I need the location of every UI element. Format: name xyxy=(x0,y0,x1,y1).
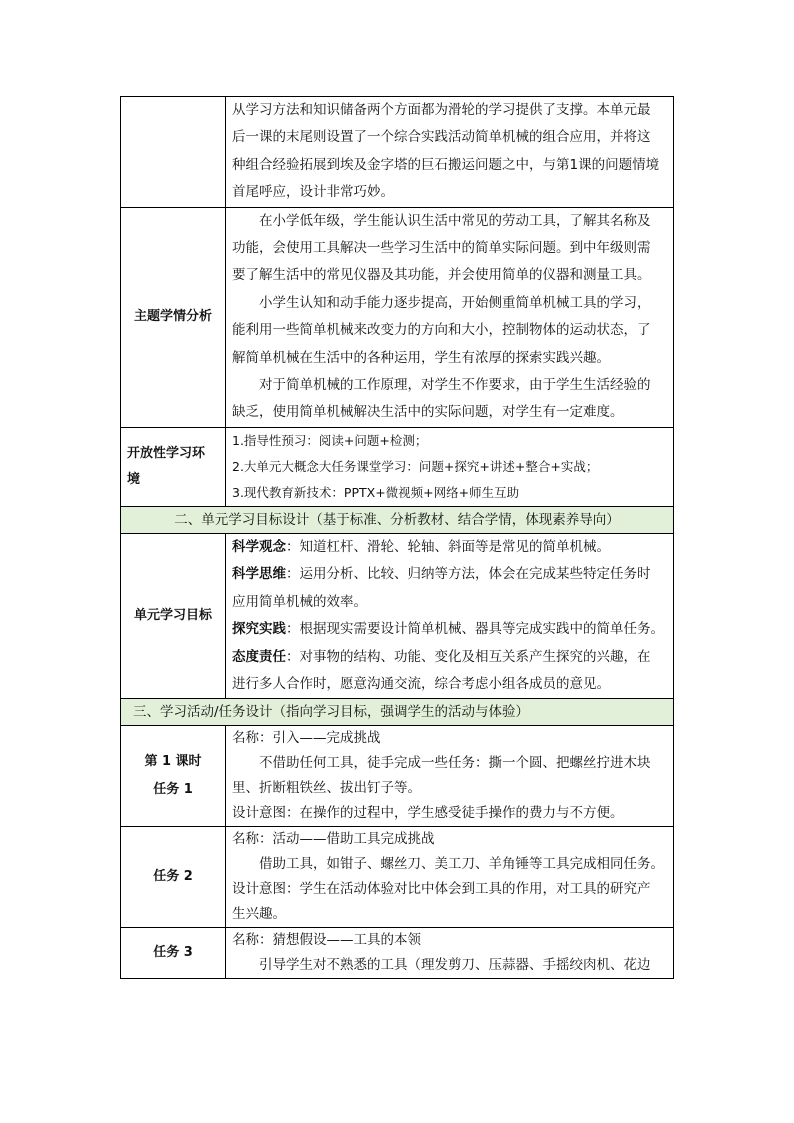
goal-text: 知道杠杆、滑轮、轮轴、斜面等是常见的简单机械。 xyxy=(299,538,610,555)
task-content xyxy=(226,726,674,827)
text-line: 从学习方法和知识储备两个方面都为滑轮的学习提供了支撑。本单元最 xyxy=(232,102,651,118)
intro-continued-cell xyxy=(226,97,674,208)
task-intent: 生兴趣。 xyxy=(232,906,286,923)
unit-goals-row xyxy=(121,533,674,698)
goal-line: 进行多人合作时，愿意沟通交流，综合考虑小组各成员的意见。 xyxy=(232,675,610,692)
section-header-row xyxy=(121,699,674,726)
section-header: 三、学习活动/任务设计（指向学习目标，强调学生的活动与体验） xyxy=(121,699,674,726)
goal-line xyxy=(232,616,667,643)
text-line: 缺乏，使用简单机械解决生活中的实际问题，对学生有一定难度。 xyxy=(232,404,624,421)
task-body-line: 里、折断粗铁丝、拔出钉子等。 xyxy=(232,780,421,797)
goal-sep: ： xyxy=(286,621,300,638)
task-intent: 设计意图：在操作的过程中，学生感受徒手操作的费力与不方便。 xyxy=(232,805,624,822)
label-line: 第 1 课时 xyxy=(144,754,202,770)
task-label: 任务 3 xyxy=(121,928,226,979)
goal-line: 应用简单机械的效率。 xyxy=(232,593,367,610)
learner-analysis-cell xyxy=(226,207,674,427)
lesson-plan-table xyxy=(120,96,674,979)
goal-line xyxy=(232,644,667,671)
text-line: 首尾呼应，设计非常巧妙。 xyxy=(232,184,394,201)
text-line: 小学生认知和动手能力逐步提高，开始侧重简单机械工具的学习， xyxy=(259,294,651,311)
goal-key: 态度责任 xyxy=(232,648,286,665)
text-line: 要了解生活中的常见仪器及其功能，并会使用简单的仪器和测量工具。 xyxy=(232,267,651,284)
goal-key: 科学思维 xyxy=(232,566,286,583)
goal-text: 运用分析、比较、归纳等方法，体会在完成某些特定任务时 xyxy=(299,566,651,583)
task-name: 名称：引入——完成挑战 xyxy=(232,730,381,747)
goal-text: 对事物的结构、功能、变化及相互关系产生探究的兴趣，在 xyxy=(299,648,651,665)
goal-line xyxy=(232,534,667,561)
label-line: 境 xyxy=(127,471,141,487)
task-row xyxy=(121,726,674,827)
open-environment-row xyxy=(121,427,674,506)
task-row xyxy=(121,928,674,979)
goal-sep: ： xyxy=(286,648,300,665)
text-line: 在小学低年级，学生能认识生活中常见的劳动工具，了解其名称及 xyxy=(259,212,651,229)
empty-label-cell xyxy=(121,97,226,208)
task-content xyxy=(226,827,674,928)
task-body-line: 借助工具，如钳子、螺丝刀、美工刀、羊角锤等工具完成相同任务。 xyxy=(259,856,664,873)
task-body-line: 引导学生对不熟悉的工具（理发剪刀、压蒜器、手摇绞肉机、花边 xyxy=(259,957,651,974)
goal-key: 探究实践 xyxy=(232,621,286,638)
goal-line xyxy=(232,561,667,588)
task-name: 名称：猜想假设——工具的本领 xyxy=(232,932,421,949)
label-line: 任务 1 xyxy=(153,782,193,798)
goal-sep: ： xyxy=(286,566,300,583)
task-label: 任务 2 xyxy=(121,827,226,928)
task-intent: 设计意图：学生在活动体验对比中体会到工具的作用，对工具的研究产 xyxy=(232,881,651,898)
task-row xyxy=(121,827,674,928)
task-name: 名称：活动——借助工具完成挑战 xyxy=(232,831,435,848)
row-label xyxy=(121,427,226,506)
section-header-row xyxy=(121,506,674,533)
list-item: 2.大单元大概念大任务课堂学习：问题+探究+讲述+整合+实战； xyxy=(232,458,599,474)
text-line: 解简单机械在生活中的各种运用，学生有浓厚的探索实践兴趣。 xyxy=(232,349,610,366)
goal-sep: ： xyxy=(286,538,300,555)
list-item: 1.指导性预习：阅读+问题+检测； xyxy=(232,432,428,448)
task-body-line: 不借助任何工具，徒手完成一些任务：撕一个圆、把螺丝拧进木块 xyxy=(259,755,651,772)
intro-continued-row xyxy=(121,97,674,208)
row-label: 主题学情分析 xyxy=(121,207,226,427)
goal-text: 根据现实需要设计简单机械、器具等完成实践中的简单任务。 xyxy=(299,621,664,638)
text-line: 功能，会使用工具解决一些学习生活中的简单实际问题。到中年级则需 xyxy=(232,240,651,257)
learner-analysis-row xyxy=(121,207,674,427)
goal-key: 科学观念 xyxy=(232,538,286,555)
text-line: 种组合经验拓展到埃及金字塔的巨石搬运问题之中，与第1课的问题情境 xyxy=(232,156,660,173)
label-line: 开放性学习环 xyxy=(127,445,206,461)
text-line: 后一课的末尾则设置了一个综合实践活动简单机械的组合应用，并将这 xyxy=(232,129,651,146)
list-item: 3.现代教育新技术：PPTX+微视频+网络+师生互助 xyxy=(232,484,520,500)
task-content xyxy=(226,928,674,979)
text-line: 能利用一些简单机械来改变力的方向和大小，控制物体的运动状态，了 xyxy=(232,322,651,339)
unit-goals-cell xyxy=(226,533,674,698)
open-environment-cell xyxy=(226,427,674,506)
task-label xyxy=(121,726,226,827)
section-header: 二、单元学习目标设计（基于标准、分析教材、结合学情，体现素养导向） xyxy=(121,506,674,533)
row-label: 单元学习目标 xyxy=(121,533,226,698)
text-line: 对于简单机械的工作原理，对学生不作要求，由于学生生活经验的 xyxy=(259,377,651,394)
